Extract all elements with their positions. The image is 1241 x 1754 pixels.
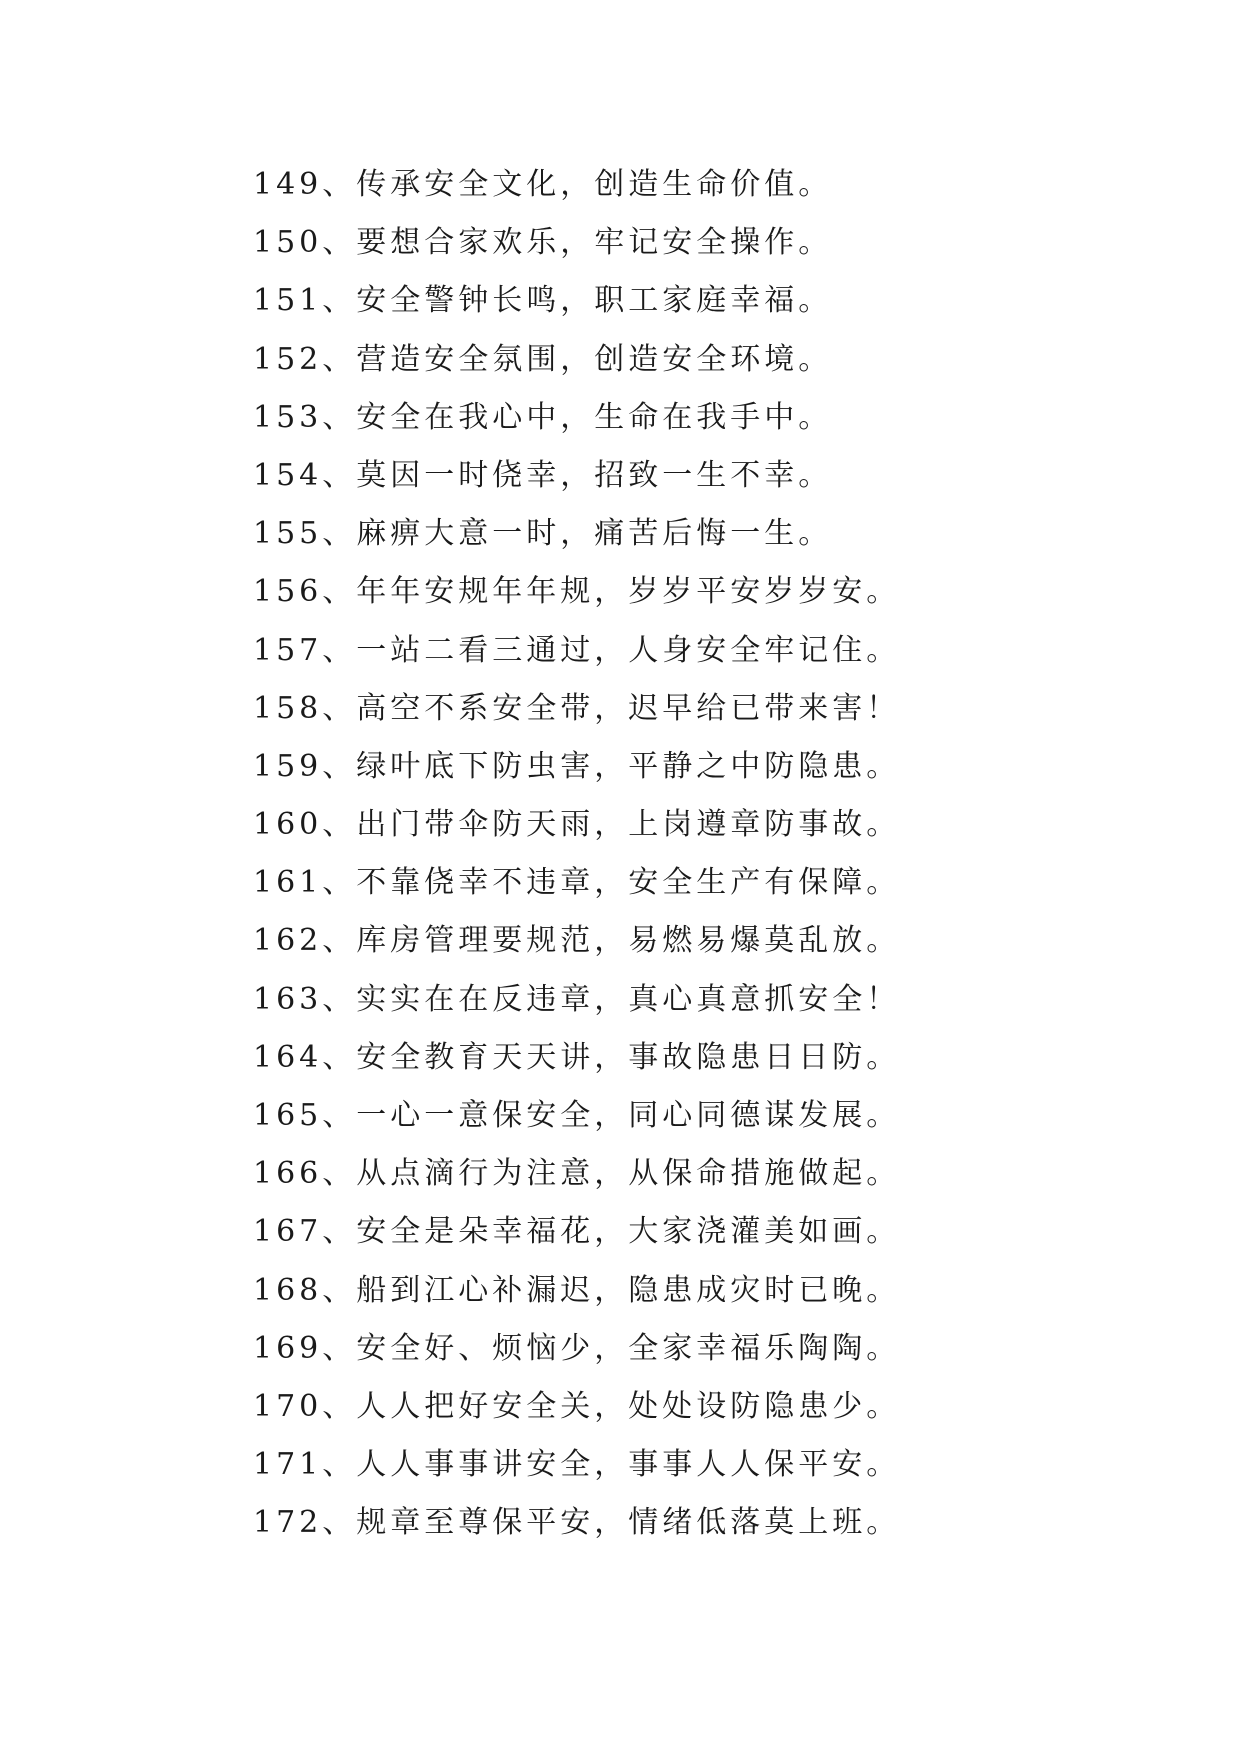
- slogan-line: 171、人人事事讲安全，事事人人保平安。: [253, 1447, 901, 1483]
- slogan-line: 152、营造安全氛围，创造安全环境。: [253, 341, 833, 377]
- slogan-line: 170、人人把好安全关，处处设防隐患少。: [253, 1388, 901, 1424]
- slogan-line: 166、从点滴行为注意，从保命措施做起。: [253, 1156, 901, 1192]
- slogan-line: 165、一心一意保安全，同心同德谋发展。: [253, 1098, 901, 1133]
- slogan-line: 164、安全教育天天讲，事故隐患日日防。: [253, 1039, 901, 1075]
- slogan-line: 157、一站二看三通过，人身安全牢记住。: [253, 632, 901, 668]
- slogan-line: 158、高空不系安全带，迟早给已带来害！: [253, 690, 901, 726]
- slogan-line: 161、不靠侥幸不违章，安全生产有保障。: [253, 865, 901, 901]
- slogan-line: 155、麻痹大意一时，痛苦后悔一生。: [253, 516, 833, 552]
- slogan-line: 149、传承安全文化，创造生命价值。: [253, 167, 833, 202]
- slogan-line: 163、实实在在反违章，真心真意抓安全！: [253, 981, 901, 1017]
- slogan-line: 172、规章至尊保平安，情绪低落莫上班。: [253, 1505, 901, 1541]
- slogan-line: 167、安全是朵幸福花，大家浇灌美如画。: [253, 1214, 901, 1250]
- slogan-line: 150、要想合家欢乐，牢记安全操作。: [253, 225, 833, 261]
- slogan-line: 160、出门带伞防天雨，上岗遵章防事故。: [253, 807, 901, 843]
- slogan-line: 151、安全警钟长鸣，职工家庭幸福。: [253, 283, 833, 319]
- slogan-list: [253, 160, 1153, 1557]
- slogan-line: 154、莫因一时侥幸，招致一生不幸。: [253, 457, 833, 493]
- slogan-line: 159、绿叶底下防虫害，平静之中防隐患。: [253, 748, 901, 784]
- slogan-line: 169、安全好、烦恼少，全家幸福乐陶陶。: [253, 1330, 901, 1366]
- slogan-line: 156、年年安规年年规，岁岁平安岁岁安。: [253, 574, 901, 610]
- slogan-line: 168、船到江心补漏迟，隐患成灾时已晚。: [253, 1272, 901, 1308]
- slogan-line: 162、库房管理要规范，易燃易爆莫乱放。: [253, 923, 901, 959]
- slogan-line: 153、安全在我心中，生命在我手中。: [253, 399, 833, 435]
